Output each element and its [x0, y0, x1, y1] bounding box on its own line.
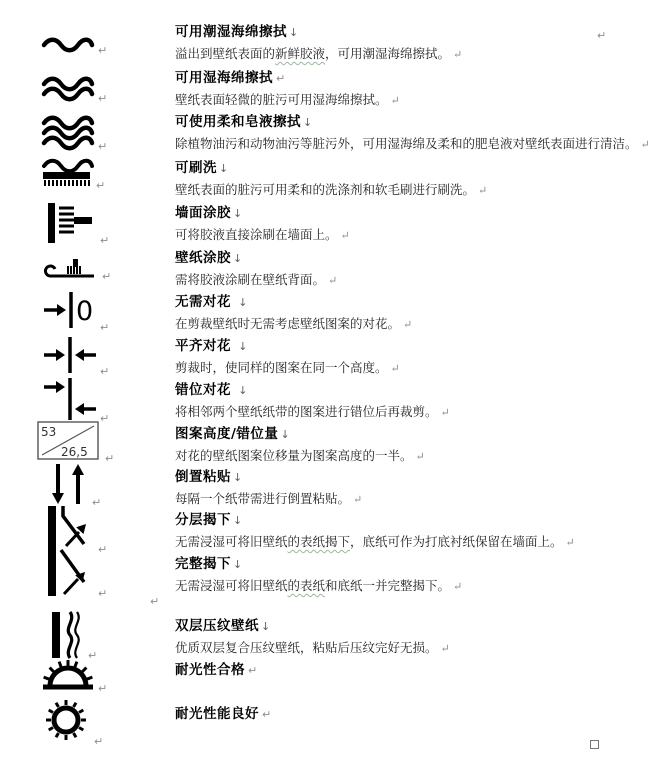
description-text: 无需浸湿可将旧壁纸 — [175, 578, 288, 593]
symbol-description — [175, 578, 462, 595]
symbol-heading-text: 倒置粘贴 — [175, 469, 231, 485]
description-text: 将相邻两个壁纸纸带的图案进行错位后再裁剪。 — [175, 404, 438, 419]
symbol-heading-text: 分层揭下 — [175, 512, 231, 528]
symbol-heading — [175, 70, 286, 87]
symbol-heading-text: 错位对花 — [175, 382, 237, 398]
heading-formatting-mark: ↓ — [303, 116, 313, 129]
description-text: ，可用潮湿海绵擦拭。 — [325, 46, 451, 61]
symbol-description — [175, 316, 412, 333]
symbol-heading — [175, 205, 243, 222]
symbol-heading-text: 完整揭下 — [175, 556, 231, 572]
paragraph-mark: ↵ — [453, 48, 463, 61]
peelable-whole-icon — [44, 550, 96, 596]
symbol-heading-text: 无需对花 — [175, 294, 237, 310]
description-text: 优质双层复合压纹壁纸，粘贴后压纹完好无损。 — [175, 640, 438, 655]
paragraph-mark: ↵ — [640, 138, 650, 151]
symbol-heading — [175, 556, 243, 573]
paragraph-mark: ↵ — [390, 94, 400, 107]
lightfastness-good-icon — [40, 696, 92, 744]
heading-formatting-mark: ↵ — [248, 664, 258, 677]
spellcheck-squiggle-text: 新鲜胶液 — [275, 46, 326, 61]
symbol-heading — [175, 382, 248, 399]
pattern-repeat-offset-icon — [37, 421, 103, 461]
heading-formatting-mark: ↓ — [280, 428, 291, 441]
symbol-heading — [175, 618, 271, 635]
lightfastness-satisfactory-icon — [40, 658, 96, 691]
symbol-heading — [175, 512, 243, 529]
symbol-description — [175, 227, 350, 244]
strippable-top-layer-icon — [44, 506, 96, 552]
symbol-heading-text: 可用湿海绵擦拭 — [175, 70, 273, 86]
description-text: 在剪裁壁纸时无需考虑壁纸图案的对花。 — [175, 316, 401, 331]
symbol-heading — [175, 426, 290, 443]
heading-formatting-mark: ↓ — [233, 252, 243, 265]
symbol-heading-text: 可使用柔和皂液擦拭 — [175, 114, 301, 130]
description-text: 可将胶液直接涂刷在墙面上。 — [175, 227, 338, 242]
reverse-alternate-lengths-icon — [46, 463, 90, 505]
mild-soap-washable-icon — [40, 117, 96, 149]
symbol-description — [175, 136, 650, 153]
paragraph-mark: ↵ — [403, 318, 413, 331]
symbol-description — [175, 404, 450, 421]
symbol-heading-text: 可刷洗 — [175, 160, 217, 176]
description-text: 除植物油污和动物油污等脏污外，可用湿海绵及柔和的肥皂液对壁纸表面进行清洁。 — [175, 136, 638, 151]
symbol-heading — [175, 706, 272, 723]
symbol-heading-text: 墙面涂胶 — [175, 205, 231, 221]
symbol-heading — [175, 469, 243, 486]
heading-formatting-mark: ↵ — [262, 708, 272, 721]
heading-formatting-mark: ↓ — [238, 296, 248, 309]
description-text: 溢出到壁纸表面的 — [175, 46, 276, 61]
svg-text:26,5: 26,5 — [61, 445, 88, 459]
duplex-embossed-icon — [46, 612, 86, 658]
icon-paragraph-mark: ↵ — [98, 587, 108, 600]
description-text: 和底纸一并完整揭下。 — [325, 578, 451, 593]
straight-match-icon — [42, 336, 98, 374]
symbol-heading — [175, 114, 313, 131]
description-text: 剪裁时，使同样的图案在同一个高度。 — [175, 360, 388, 375]
heading-formatting-mark: ↓ — [233, 471, 243, 484]
paragraph-mark: ↵ — [478, 184, 488, 197]
paragraph-mark: ↵ — [440, 642, 450, 655]
symbol-heading — [175, 24, 299, 41]
paste-the-paper-icon — [36, 250, 100, 279]
symbol-heading — [175, 250, 243, 267]
spellcheck-squiggle-text: 的表纸揭下 — [287, 534, 351, 549]
paragraph-mark: ↵ — [390, 362, 400, 375]
icon-paragraph-mark: ↵ — [98, 682, 108, 695]
symbol-heading-text: 壁纸涂胶 — [175, 250, 231, 266]
icon-paragraph-mark: ↵ — [105, 452, 115, 465]
heading-formatting-mark: ↓ — [238, 384, 248, 397]
symbol-description — [175, 182, 487, 199]
icon-paragraph-mark: ↵ — [100, 412, 110, 425]
paragraph-mark: ↵ — [340, 229, 350, 242]
heading-formatting-mark: ↓ — [219, 162, 229, 175]
icon-paragraph-mark: ↵ — [98, 543, 108, 556]
object-anchor-square — [590, 740, 599, 749]
symbol-description — [175, 272, 337, 289]
description-text: ，底纸可作为打底衬纸保留在墙面上。 — [350, 534, 563, 549]
icon-paragraph-mark: ↵ — [94, 735, 104, 748]
icon-paragraph-mark: ↵ — [100, 234, 110, 247]
paragraph-mark: ↵ — [440, 406, 450, 419]
symbol-description — [175, 448, 425, 465]
damp-sponge-wipe-icon — [40, 37, 96, 53]
description-text: 对花的壁纸图案位移量为图案高度的一半。 — [175, 448, 413, 463]
icon-paragraph-mark: ↵ — [88, 649, 98, 662]
icon-paragraph-mark: ↵ — [98, 140, 108, 153]
heading-formatting-mark: ↓ — [233, 514, 243, 527]
symbol-heading-text: 可用潮湿海绵擦拭 — [175, 24, 287, 40]
wet-sponge-wipe-icon — [40, 77, 96, 101]
symbol-heading-text: 平齐对花 — [175, 338, 237, 354]
paragraph-mark: ↵ — [453, 580, 463, 593]
symbol-heading — [175, 160, 229, 177]
heading-formatting-mark: ↵ — [276, 72, 286, 85]
free-match-icon — [42, 290, 98, 330]
icon-paragraph-mark: ↵ — [100, 321, 110, 334]
icon-paragraph-mark: ↵ — [100, 365, 110, 378]
description-text: 需将胶液涂刷在壁纸背面。 — [175, 272, 326, 287]
symbol-description — [175, 640, 450, 657]
heading-formatting-mark: ↓ — [233, 558, 243, 571]
heading-formatting-mark: ↓ — [233, 207, 243, 220]
symbol-heading-text: 双层压纹壁纸 — [175, 618, 259, 634]
symbol-heading — [175, 338, 248, 355]
heading-formatting-mark: ↓ — [238, 340, 248, 353]
paragraph-mark: ↵ — [565, 536, 575, 549]
symbol-heading-text: 耐光性合格 — [175, 662, 245, 678]
icon-paragraph-mark: ↵ — [92, 496, 102, 509]
symbol-description — [175, 491, 362, 508]
symbol-description — [175, 360, 400, 377]
paragraph-mark: ↵ — [353, 493, 363, 506]
spellcheck-squiggle-text: 的表纸 — [287, 578, 326, 593]
paragraph-mark-empty-line: ↵ — [150, 595, 160, 608]
icon-paragraph-mark: ↵ — [102, 270, 112, 283]
scrubbable-brush-icon — [40, 161, 94, 188]
symbol-description — [175, 534, 575, 551]
svg-text:53: 53 — [41, 425, 57, 439]
symbol-description — [175, 92, 400, 109]
symbol-description — [175, 46, 462, 63]
paragraph-mark-top-right: ↵ — [597, 29, 607, 42]
heading-formatting-mark: ↓ — [261, 620, 271, 633]
description-text: 每隔一个纸带需进行倒置粘贴。 — [175, 491, 351, 506]
symbol-heading — [175, 294, 248, 311]
symbol-heading-text: 耐光性能良好 — [175, 706, 259, 722]
offset-match-icon — [42, 377, 98, 421]
description-text: 壁纸表面轻微的脏污可用湿海绵擦拭。 — [175, 92, 388, 107]
paste-the-wall-icon — [44, 203, 98, 243]
description-text: 无需浸湿可将旧壁纸 — [175, 534, 288, 549]
symbol-heading-text: 图案高度/错位量 — [175, 426, 279, 442]
icon-paragraph-mark: ↵ — [98, 44, 108, 57]
icon-paragraph-mark: ↵ — [96, 179, 106, 192]
symbol-heading — [175, 662, 258, 679]
svg-text:0: 0 — [76, 296, 94, 327]
icon-paragraph-mark: ↵ — [98, 92, 108, 105]
heading-formatting-mark: ↓ — [289, 26, 299, 39]
paragraph-mark: ↵ — [328, 274, 338, 287]
description-text: 壁纸表面的脏污可用柔和的洗涤剂和软毛刷进行刷洗。 — [175, 182, 476, 197]
paragraph-mark: ↵ — [415, 450, 425, 463]
